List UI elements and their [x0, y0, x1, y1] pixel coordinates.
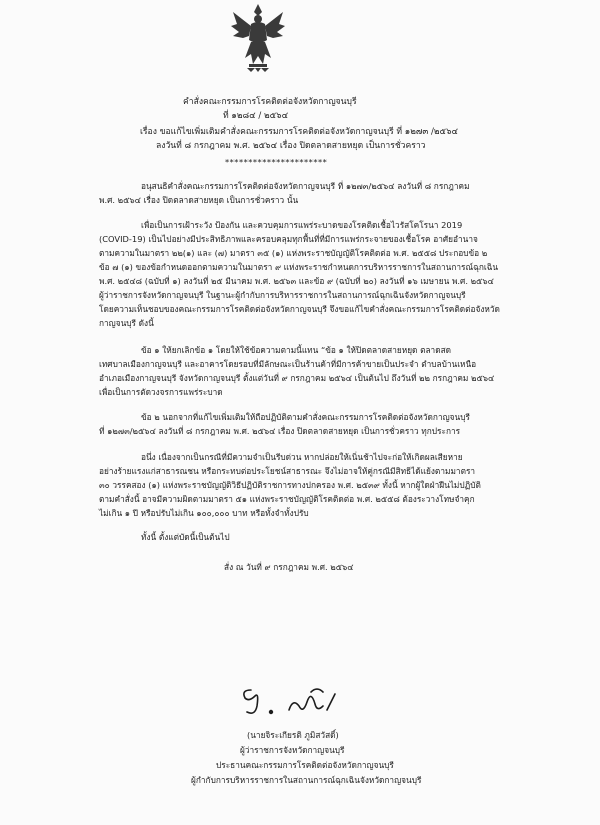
subject-line-1: เรื่อง ขอแก้ไขเพิ่มเติมคำสั่งคณะกรรมการโรคติดต่อจังหวัดกาญจนบุรี ที่ ๑๒๗๓ /๒๕๖๔: [140, 127, 459, 137]
paragraph-5-line-1: อนึ่ง เนื่องจากเป็นกรณีที่มีความจำเป็นรีบด่วน หากปล่อยให้เนิ่นช้าไปจะก่อให้เกิดผลเสียหาย: [141, 452, 463, 462]
paragraph-3-line-2: เทศบาลเมืองกาญจนบุรี และอาคารโดยรอบที่มีลักษณะเป็นร้านค้าที่มีการค้าขายเป็นประจำ ตำบลบ้านเหนือ: [99, 359, 477, 369]
garuda-emblem: [229, 2, 287, 74]
paragraph-1-line-2: พ.ศ. ๒๕๖๔ เรื่อง ปิดตลาดสายหยุด เป็นการชั่วคราว นั้น: [99, 195, 299, 205]
signing-date: สั่ง ณ วันที่ ๙ กรกฎาคม พ.ศ. ๒๕๖๔: [224, 562, 354, 572]
paragraph-4-line-1: ข้อ ๒ นอกจากที่แก้ไขเพิ่มเติมให้ถือปฏิบัติตามคำสั่งคณะกรรมการโรคติดต่อจังหวัดกาญจนบุรี: [141, 412, 470, 422]
signatory-position-1: ผู้ว่าราชการจังหวัดกาญจนบุรี: [240, 745, 345, 755]
paragraph-2-line-4: ข้อ ๗ (๑) ของข้อกำหนดออกตามความในมาตรา ๙ แห่งพระราชกำหนดการบริหารราชการในสถานการณ์ฉุกเฉิน: [99, 262, 499, 272]
signatory-name: (นายจิระเกียรติ ภูมิสวัสดิ์): [247, 730, 339, 740]
signatory-position-3: ผู้กำกับการบริหารราชการในสถานการณ์ฉุกเฉินจังหวัดกาญจนบุรี: [191, 775, 422, 785]
paragraph-5-line-5: ไม่เกิน ๑ ปี หรือปรับไม่เกิน ๑๐๐,๐๐๐ บาท หรือทั้งจำทั้งปรับ: [99, 508, 309, 518]
paragraph-5-line-3: ๓๐ วรรคสอง (๑) แห่งพระราชบัญญัติวิธีปฏิบัติราชการทางปกครอง พ.ศ. ๒๕๓๙ ทั้งนี้ หากผู้ใดฝ่าฝืนไม่ปฏิบัติ: [99, 480, 481, 490]
paragraph-1-line-1: อนุสนธิคำสั่งคณะกรรมการโรคติดต่อจังหวัดกาญจนบุรี ที่ ๑๒๗๓/๒๕๖๔ ลงวันที่ ๘ กรกฎาคม: [141, 181, 470, 191]
paragraph-2-line-3: ตามความในมาตรา ๒๒(๑) และ (๗) มาตรา ๓๕ (๑) แห่งพระราชบัญญัติโรคติดต่อ พ.ศ. ๒๕๕๘ ประกอบข้อ ๒: [99, 248, 488, 258]
paragraph-6-line-1: ทั้งนี้ ตั้งแต่บัดนี้เป็นต้นไป: [141, 532, 230, 542]
order-number: ที่ ๑๒๘๔ / ๒๕๖๔: [223, 111, 289, 121]
subject-line-2: ลงวันที่ ๘ กรกฎาคม พ.ศ. ๒๕๖๔ เรื่อง ปิดตลาดสายหยุด เป็นการชั่วคราว: [156, 141, 426, 151]
paragraph-2-line-1: เพื่อเป็นการเฝ้าระวัง ป้องกัน และควบคุมการแพร่ระบาดของโรคติดเชื้อไวรัสโคโรนา 2019: [141, 220, 463, 230]
order-title: คำสั่งคณะกรรมการโรคติดต่อจังหวัดกาญจนบุรี: [183, 97, 357, 107]
paragraph-2-line-6: ผู้ว่าราชการจังหวัดกาญจนบุรี ในฐานะผู้กำกับการบริหารราชการในสถานการณ์ฉุกเฉินจังหวัดกาญจนบุรี: [99, 290, 466, 300]
paragraph-2-line-5: พ.ศ. ๒๕๔๘ (ฉบับที่ ๑) ลงวันที่ ๒๕ มีนาคม พ.ศ. ๒๕๖๓ และข้อ ๙ (ฉบับที่ ๒๐) ลงวันที่ ๑๖ เมษายน พ.ศ. ๒๕๖๔: [99, 276, 494, 286]
signatory-position-2: ประธานคณะกรรมการโรคติดต่อจังหวัดกาญจนบุรี: [216, 760, 394, 770]
paragraph-2-line-8: กาญจนบุรี ดังนี้: [99, 318, 154, 328]
paragraph-2-line-2: (COVID-19) เป็นไปอย่างมีประสิทธิภาพและครอบคลุมทุกพื้นที่ที่มีการแพร่กระจายของเชื้อโรค อาศัยอำนาจ: [99, 234, 478, 244]
paragraph-5-line-4: ตามคำสั่งนี้ อาจมีความผิดตามมาตรา ๕๑ แห่งพระราชบัญญัติโรคติดต่อ พ.ศ. ๒๕๕๘ ต้องระวางโทษจำคุก: [99, 494, 475, 504]
paragraph-5-line-2: อย่างร้ายแรงแก่สาธารณชน หรือกระทบต่อประโยชน์สาธารณะ จึงไม่อาจให้คู่กรณีมีสิทธิได้แย้งตามมาตรา: [99, 466, 476, 476]
handwritten-signature: [237, 680, 357, 722]
paragraph-2-line-7: โดยความเห็นชอบของคณะกรรมการโรคติดต่อจังหวัดกาญจนบุรี จึงขอแก้ไขคำสั่งคณะกรรมการโรคติดต่อจังหวัด: [99, 304, 500, 314]
paragraph-3-line-1: ข้อ ๑ ให้ยกเลิกข้อ ๑ โดยให้ใช้ข้อความตามนี้แทน “ข้อ ๑ ให้ปิดตลาดสายหยุด ตลาดสด: [141, 345, 452, 355]
paragraph-3-line-4: เพื่อเป็นการตัดวงจรการแพร่ระบาด: [99, 387, 223, 397]
separator-stars: **********************: [225, 157, 328, 167]
paragraph-3-line-3: อำเภอเมืองกาญจนบุรี จังหวัดกาญจนบุรี ตั้งแต่วันที่ ๙ กรกฎาคม ๒๕๖๔ เป็นต้นไป ถึงวันที่ ๒๒ กรกฎาคม ๒๕๖๔: [99, 373, 495, 383]
paragraph-4-line-2: ที่ ๑๒๗๓/๒๕๖๔ ลงวันที่ ๘ กรกฎาคม พ.ศ. ๒๕๖๔ เรื่อง ปิดตลาดสายหยุด เป็นการชั่วคราว ทุกประการ: [99, 426, 461, 436]
